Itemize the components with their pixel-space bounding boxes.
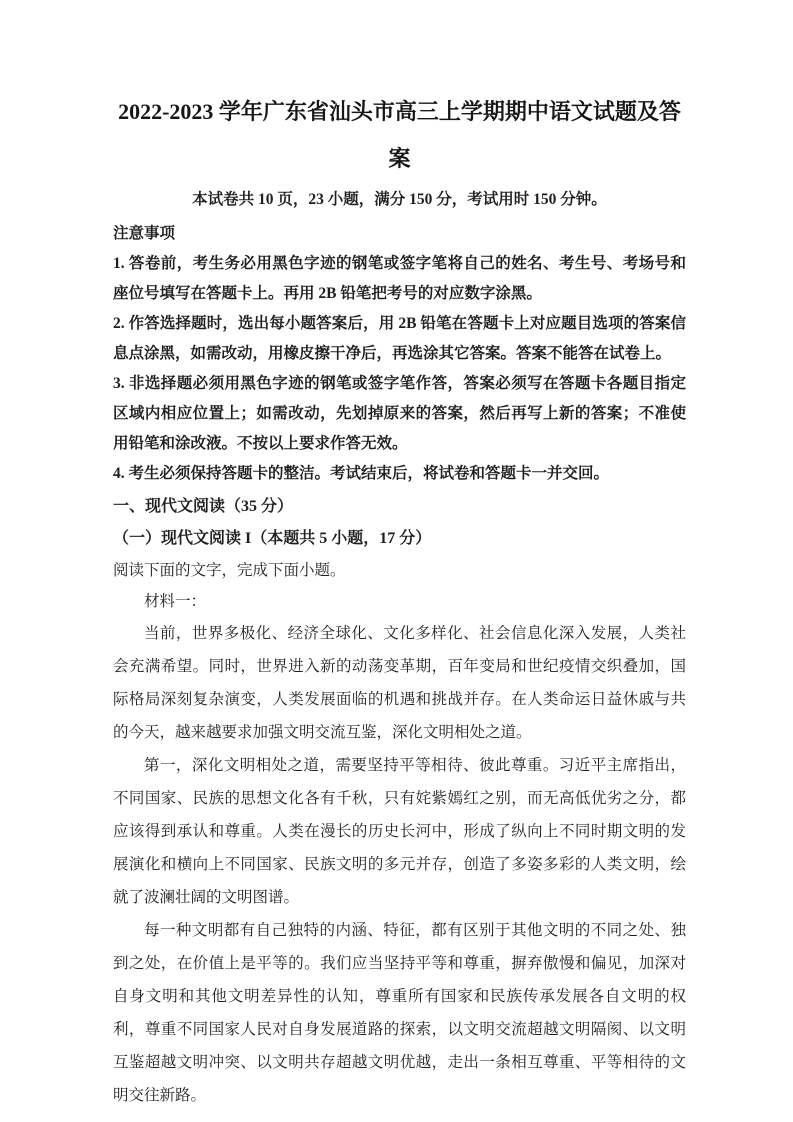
page-title [113,88,686,182]
notice-item-4: 4. 考生必须保持答题卡的整洁。考试结束后，将试卷和答题卡一并交回。 [113,465,610,482]
exam-info: 本试卷共 10 页，23 小题，满分 150 分，考试用时 150 分钟。 [192,191,607,208]
notice-heading: 注意事项 [113,225,176,242]
notice-item-1: 1. 答卷前，考生务必用黑色字迹的钢笔或签字笔将自己的姓名、考生号、考场号和座位号填写在答题卡上。再用 2B 铅笔把考号的对应数字涂黑。 [113,255,686,302]
material-one-label: 材料一： [144,593,207,610]
material-paragraph-2: 第一，深化文明相处之道，需要坚持平等相待、彼此尊重。习近平主席指出，不同国家、民族的思想文化各有千秋，只有姹紫嫣红之别，而无高低优劣之分，都应该得到承认和尊重。人类在漫长的历史长河中，形成了纵向上不同时期文明的发展演化和横向上不同国家、民族文明的多元并存，创造了多姿多彩的人类文明，绘就了波澜壮阔的文明图谱。 [113,757,686,906]
page-title-line-1: 2022-2023 学年广东省汕头市高三上学期期中语文试题及答 [118,99,681,124]
material-paragraph-1: 当前，世界多极化、经济全球化、文化多样化、社会信息化深入发展，人类社会充满希望。同时，世界进入新的动荡变革期，百年变局和世纪疫情交织叠加，国际格局深刻复杂演变，人类发展面临的机遇和挑战并存。在人类命运日益休戚与共的今天，越来越要求加强文明交流互鉴，深化文明相处之道。 [113,625,686,741]
subsection-heading-reading-1: （一）现代文阅读 I（本题共 5 小题，17 分） [113,530,432,547]
reading-instruction: 阅读下面的文字，完成下面小题。 [113,562,346,579]
notice-item-3: 3. 非选择题必须用黑色字迹的钢笔或签字笔作答，答案必须写在答题卡各题目指定区域内相应位置上；如需改动，先划掉原来的答案，然后再写上新的答案；不准使用铅笔和涂改液。不按以上要求作答无效。 [113,375,686,452]
notice-item-2: 2. 作答选择题时，选出每小题答案后，用 2B 铅笔在答题卡上对应题目选项的答案信息点涂黑，如需改动，用橡皮擦干净后，再选涂其它答案。答案不能答在试卷上。 [113,315,686,362]
section-heading-modern-reading: 一、现代文阅读（35 分） [113,498,294,515]
material-paragraph-3: 每一种文明都有自己独特的内涵、特征，都有区别于其他文明的不同之处、独到之处，在价值上是平等的。我们应当坚持平等和尊重，摒弃傲慢和偏见，加深对自身文明和其他文明差异性的认知，尊重所有国家和民族传承发展各自文明的权利，尊重不同国家人民对自身发展道路的探索，以文明交流超越文明隔阂、以文明互鉴超越文明冲突、以文明共存超越文明优越，走出一条相互尊重、平等相待的文明交往新路。 [113,922,686,1104]
page-title-line-2: 案 [388,146,411,171]
